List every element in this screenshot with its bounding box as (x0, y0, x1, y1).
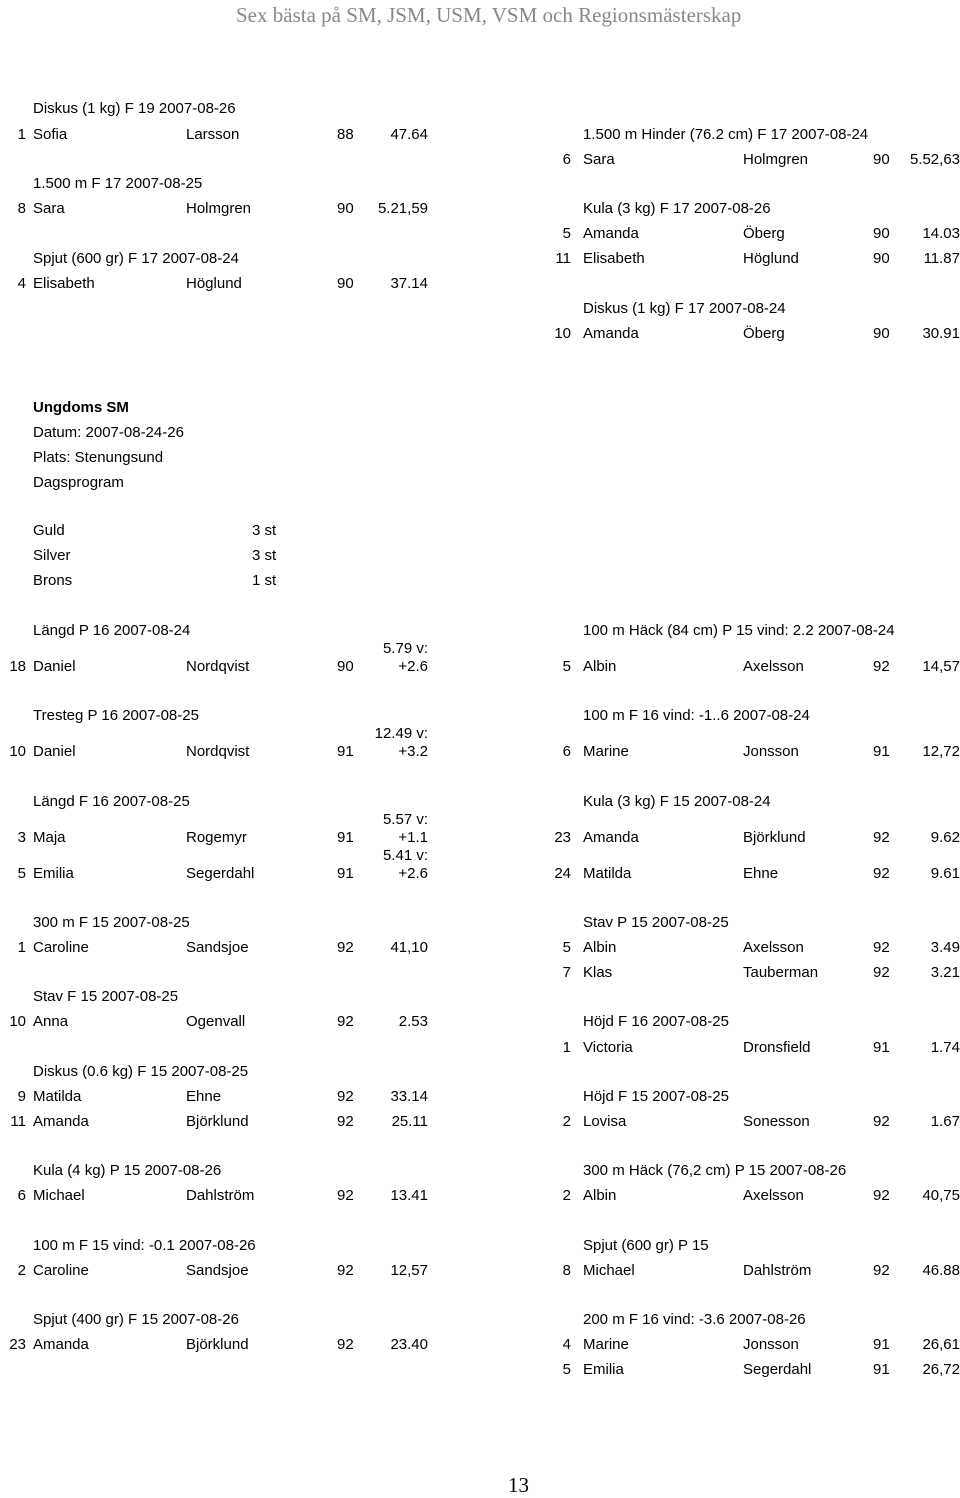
last-name-cell: Segerdahl (743, 1361, 812, 1378)
birth-year-cell: 92 (337, 939, 354, 956)
event-title: Diskus (1 kg) F 17 2007-08-24 (583, 300, 786, 317)
place-cell: 18 (9, 658, 26, 675)
result-cell: 37.14 (390, 275, 428, 292)
last-name-cell: Höglund (186, 275, 242, 292)
result-cell: 47.64 (390, 126, 428, 143)
birth-year-cell: 92 (873, 964, 890, 981)
result-cell: 46.88 (922, 1262, 960, 1279)
wind-cell: +1.1 (398, 829, 428, 846)
place-cell: 8 (562, 1262, 571, 1279)
place-cell: 3 (17, 829, 26, 846)
result-cell: 26,61 (922, 1336, 960, 1353)
event-title: 100 m Häck (84 cm) P 15 vind: 2.2 2007-08-24 (583, 622, 895, 639)
first-name-cell: Marine (583, 743, 629, 760)
birth-year-cell: 91 (873, 1039, 890, 1056)
place-cell: 5 (562, 1361, 571, 1378)
birth-year-cell: 92 (337, 1262, 354, 1279)
event-title: Diskus (0.6 kg) F 15 2007-08-25 (33, 1063, 249, 1080)
birth-year-cell: 90 (873, 250, 890, 267)
result-cell: 41,10 (390, 939, 428, 956)
result-cell: 11.87 (923, 250, 960, 267)
place-cell: 2 (562, 1113, 571, 1130)
birth-year-cell: 90 (873, 225, 890, 242)
first-name-cell: Klas (583, 964, 613, 981)
last-name-cell: Nordqvist (186, 743, 250, 760)
result-cell: 1.67 (930, 1113, 960, 1130)
event-title: Spjut (600 gr) P 15 (583, 1237, 709, 1254)
result-cell: 30.91 (922, 325, 960, 342)
last-name-cell: Dronsfield (743, 1039, 811, 1056)
birth-year-cell: 92 (337, 1013, 354, 1030)
last-name-cell: Holmgren (186, 200, 252, 217)
event-title: Stav P 15 2007-08-25 (583, 914, 729, 931)
event-title: Kula (3 kg) F 15 2007-08-24 (583, 793, 771, 810)
last-name-cell: Sandsjoe (186, 939, 249, 956)
birth-year-cell: 92 (337, 1113, 354, 1130)
event-title: 1.500 m F 17 2007-08-25 (33, 175, 203, 192)
last-name-cell: Sonesson (743, 1113, 810, 1130)
event-title: Tresteg P 16 2007-08-25 (33, 707, 199, 724)
result-cell: 33.14 (390, 1088, 428, 1105)
medal-label: Brons (33, 572, 73, 589)
event-title: 100 m F 16 vind: -1..6 2007-08-24 (583, 707, 810, 724)
event-date: Datum: 2007-08-24-26 (33, 424, 184, 441)
page-header (0, 0, 960, 30)
place-cell: 11 (10, 1113, 26, 1130)
last-name-cell: Björklund (186, 1113, 249, 1130)
last-name-cell: Björklund (743, 829, 806, 846)
event-title: 300 m Häck (76,2 cm) P 15 2007-08-26 (583, 1162, 847, 1179)
last-name-cell: Ogenvall (186, 1013, 246, 1030)
birth-year-cell: 91 (873, 743, 890, 760)
last-name-cell: Tauberman (743, 964, 819, 981)
birth-year-cell: 91 (873, 1336, 890, 1353)
event-title: Höjd F 16 2007-08-25 (583, 1013, 729, 1030)
event-title: Spjut (400 gr) F 15 2007-08-26 (33, 1311, 239, 1328)
last-name-cell: Sandsjoe (186, 1262, 249, 1279)
first-name-cell: Elisabeth (33, 275, 95, 292)
section-heading: Ungdoms SM (33, 399, 129, 416)
result-cell: 5.41 v: (382, 847, 428, 864)
first-name-cell: Sara (583, 151, 615, 168)
medal-count: 3 st (252, 522, 277, 539)
last-name-cell: Dahlström (186, 1187, 255, 1204)
page-title: Sex bästa på SM, JSM, USM, VSM och Regionsmästerskap (236, 3, 742, 27)
last-name-cell: Nordqvist (186, 658, 250, 675)
place-cell: 5 (562, 658, 571, 675)
place-cell: 10 (554, 325, 571, 342)
place-cell: Plats: Stenungsund (33, 449, 164, 466)
first-name-cell: Albin (583, 1187, 617, 1204)
result-cell: 5.52,63 (909, 151, 960, 168)
first-name-cell: Michael (583, 1262, 635, 1279)
birth-year-cell: 92 (337, 1088, 354, 1105)
last-name-cell: Öberg (743, 225, 785, 242)
event-title: 100 m F 15 vind: -0.1 2007-08-26 (33, 1237, 256, 1254)
last-name-cell: Rogemyr (186, 829, 247, 846)
first-name-cell: Elisabeth (583, 250, 645, 267)
birth-year-cell: 92 (337, 1187, 354, 1204)
first-name-cell: Emilia (583, 1361, 624, 1378)
birth-year-cell: 92 (873, 658, 890, 675)
place-cell: 9 (17, 1088, 26, 1105)
place-cell: 2 (562, 1187, 571, 1204)
birth-year-cell: 91 (337, 743, 354, 760)
result-cell: 25.11 (391, 1113, 428, 1130)
result-cell: 5.57 v: (382, 811, 428, 828)
first-name-cell: Amanda (33, 1336, 89, 1353)
birth-year-cell: 90 (337, 200, 354, 217)
result-cell: 1.74 (930, 1039, 960, 1056)
first-name-cell: Amanda (583, 829, 639, 846)
result-cell: 13.41 (390, 1187, 428, 1204)
event-title: Diskus (1 kg) F 19 2007-08-26 (33, 100, 236, 117)
last-name-cell: Dahlström (743, 1262, 812, 1279)
last-name-cell: Höglund (743, 250, 799, 267)
birth-year-cell: 92 (873, 1113, 890, 1130)
first-name-cell: Lovisa (583, 1113, 627, 1130)
place-cell: 1 (562, 1039, 571, 1056)
place-cell: 1 (17, 939, 26, 956)
event-title: Spjut (600 gr) F 17 2007-08-24 (33, 250, 239, 267)
place-cell: 10 (9, 743, 26, 760)
wind-cell: +2.6 (398, 658, 428, 675)
first-name-cell: Daniel (33, 743, 76, 760)
result-cell: 12,57 (390, 1262, 428, 1279)
place-cell: 6 (562, 743, 571, 760)
result-cell: 23.40 (390, 1336, 428, 1353)
result-cell: 12.49 v: (374, 725, 428, 742)
first-name-cell: Amanda (583, 225, 639, 242)
event-title: Kula (3 kg) F 17 2007-08-26 (583, 200, 771, 217)
birth-year-cell: 92 (873, 865, 890, 882)
page-number: 13 (508, 1473, 529, 1497)
last-name-cell: Ehne (186, 1088, 222, 1105)
place-cell: 6 (562, 151, 571, 168)
first-name-cell: Caroline (33, 939, 89, 956)
birth-year-cell: 90 (873, 325, 890, 342)
medal-label: Silver (33, 547, 71, 564)
first-name-cell: Matilda (583, 865, 632, 882)
result-cell: 26,72 (922, 1361, 960, 1378)
birth-year-cell: 90 (873, 151, 890, 168)
first-name-cell: Daniel (33, 658, 76, 675)
last-name-cell: Axelsson (743, 939, 804, 956)
place-cell: 1 (17, 126, 26, 143)
event-title: Höjd F 15 2007-08-25 (583, 1088, 729, 1105)
first-name-cell: Anna (33, 1013, 69, 1030)
place-cell: 5 (562, 225, 571, 242)
result-cell: 2.53 (398, 1013, 428, 1030)
birth-year-cell: 92 (337, 1336, 354, 1353)
first-name-cell: Maja (33, 829, 66, 846)
place-cell: 23 (554, 829, 571, 846)
last-name-cell: Jonsson (743, 1336, 799, 1353)
result-cell: 3.21 (930, 964, 960, 981)
result-cell: 9.61 (930, 865, 960, 882)
program-label: Dagsprogram (33, 474, 124, 491)
result-cell: 5.21,59 (377, 200, 428, 217)
result-cell: 12,72 (922, 743, 960, 760)
first-name-cell: Caroline (33, 1262, 89, 1279)
first-name-cell: Sara (33, 200, 65, 217)
first-name-cell: Emilia (33, 865, 74, 882)
event-title: Stav F 15 2007-08-25 (33, 988, 179, 1005)
event-title: Längd F 16 2007-08-25 (33, 793, 190, 810)
result-cell: 14.03 (922, 225, 960, 242)
place-cell: 23 (9, 1336, 26, 1353)
last-name-cell: Larsson (186, 126, 240, 143)
event-title: Kula (4 kg) P 15 2007-08-26 (33, 1162, 222, 1179)
birth-year-cell: 92 (873, 829, 890, 846)
last-name-cell: Holmgren (743, 151, 809, 168)
result-cell: 3.49 (930, 939, 960, 956)
last-name-cell: Axelsson (743, 1187, 804, 1204)
place-cell: 6 (17, 1187, 26, 1204)
first-name-cell: Victoria (583, 1039, 633, 1056)
birth-year-cell: 88 (337, 126, 354, 143)
first-name-cell: Albin (583, 658, 617, 675)
first-name-cell: Marine (583, 1336, 629, 1353)
event-title: 300 m F 15 2007-08-25 (33, 914, 190, 931)
place-cell: 11 (555, 250, 571, 267)
place-cell: 5 (17, 865, 26, 882)
last-name-cell: Segerdahl (186, 865, 255, 882)
birth-year-cell: 91 (337, 829, 354, 846)
place-cell: 10 (9, 1013, 26, 1030)
last-name-cell: Axelsson (743, 658, 804, 675)
first-name-cell: Matilda (33, 1088, 82, 1105)
first-name-cell: Albin (583, 939, 617, 956)
place-cell: 2 (17, 1262, 26, 1279)
birth-year-cell: 92 (873, 1187, 890, 1204)
medal-count: 1 st (252, 572, 277, 589)
result-cell: 14,57 (922, 658, 960, 675)
place-cell: 4 (17, 275, 26, 292)
event-title: 200 m F 16 vind: -3.6 2007-08-26 (583, 1311, 806, 1328)
birth-year-cell: 90 (337, 658, 354, 675)
event-title: Längd P 16 2007-08-24 (33, 622, 191, 639)
place-cell: 24 (554, 865, 571, 882)
last-name-cell: Ehne (743, 865, 779, 882)
place-cell: 7 (562, 964, 571, 981)
place-cell: 8 (17, 200, 26, 217)
first-name-cell: Michael (33, 1187, 85, 1204)
wind-cell: +2.6 (398, 865, 428, 882)
event-title: 1.500 m Hinder (76.2 cm) F 17 2007-08-24 (583, 126, 869, 143)
wind-cell: +3.2 (398, 743, 428, 760)
result-cell: 9.62 (930, 829, 960, 846)
medal-label: Guld (33, 522, 65, 539)
first-name-cell: Amanda (33, 1113, 89, 1130)
birth-year-cell: 91 (873, 1361, 890, 1378)
birth-year-cell: 90 (337, 275, 354, 292)
birth-year-cell: 92 (873, 939, 890, 956)
birth-year-cell: 92 (873, 1262, 890, 1279)
last-name-cell: Öberg (743, 325, 785, 342)
place-cell: 5 (562, 939, 571, 956)
first-name-cell: Sofia (33, 126, 68, 143)
last-name-cell: Jonsson (743, 743, 799, 760)
place-cell: 4 (562, 1336, 571, 1353)
birth-year-cell: 91 (337, 865, 354, 882)
first-name-cell: Amanda (583, 325, 639, 342)
medal-count: 3 st (252, 547, 277, 564)
result-cell: 5.79 v: (382, 640, 428, 657)
result-cell: 40,75 (922, 1187, 960, 1204)
last-name-cell: Björklund (186, 1336, 249, 1353)
